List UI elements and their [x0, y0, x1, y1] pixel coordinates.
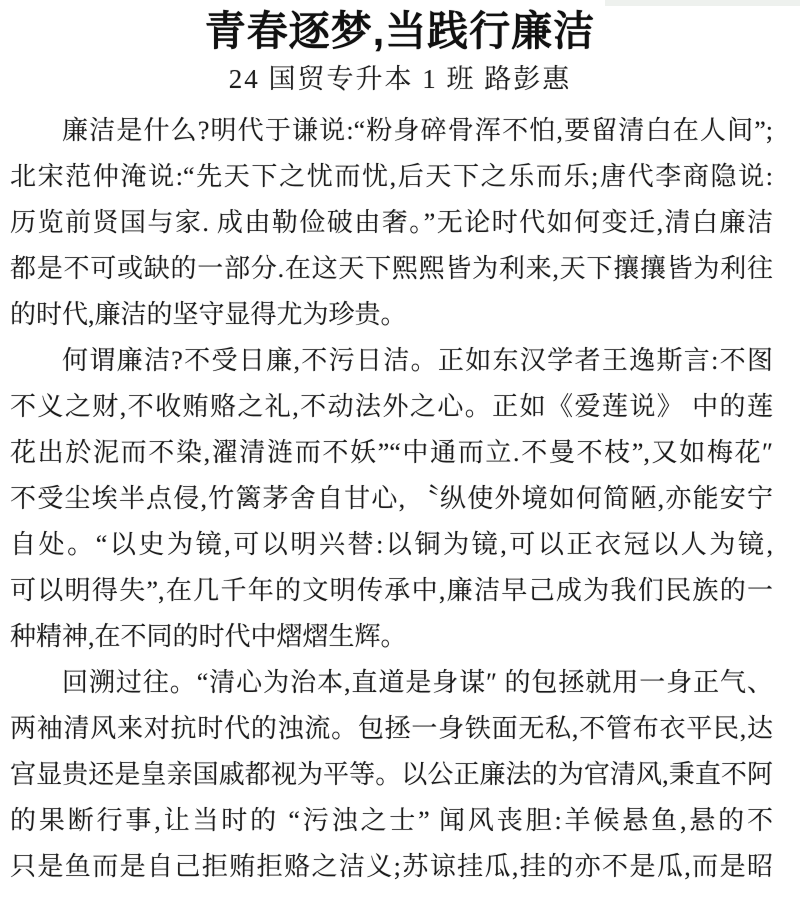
- text-line: 宫显贵还是皇亲国戚都视为平等。以公正廉法的为官清风,秉直不阿: [10, 760, 773, 789]
- essay-body: [10, 108, 773, 890]
- text-line: 的果断行事,让当时的 “污浊之士” 闻风丧胆:羊候悬鱼,悬的不: [10, 806, 773, 835]
- text-line: 只是鱼而是自己拒贿拒赂之洁义;苏谅挂瓜,挂的亦不是瓜,而是昭: [10, 852, 773, 881]
- text-line: 不受尘埃半点侵,竹篱茅舍自甘心, 〝纵使外境如何简陋,亦能安宁: [10, 484, 773, 513]
- text-line: 不义之财,不收贿赂之礼,不动法外之心。正如《爱莲说》 中的莲: [10, 392, 773, 421]
- text-line: 北宋范仲淹说:“先天下之忧而忧,后天下之乐而乐;唐代李商隐说:: [10, 162, 773, 191]
- text-line: 种精神,在不同的时代中熠熠生辉。: [10, 622, 407, 651]
- text-line: 花出於泥而不染,濯清涟而不妖”“中通而立.不曼不枝”,又如梅花″: [10, 438, 773, 467]
- text-line: 自处。“以史为镜,可以明兴替:以铜为镜,可以正衣冠以人为镜,: [10, 530, 773, 559]
- paragraph: [10, 338, 773, 660]
- text-line: 可以明得失”,在几千年的文明传承中,廉洁早己成为我们民族的一: [10, 576, 773, 605]
- page-title: 青春逐梦,当践行廉洁: [204, 8, 596, 54]
- text-line: 两袖清风来对抗时代的浊流。包拯一身铁面无私,不管布衣平民,达: [10, 714, 773, 743]
- text-line: 何谓廉洁?不受日廉,不污日洁。正如东汉学者王逸斯言:不图: [62, 346, 773, 375]
- text-line: 的时代,廉洁的坚守显得尤为珍贵。: [10, 300, 407, 329]
- text-line: 回溯过往。“清心为治本,直道是身谋″ 的包拯就用一身正气、: [62, 668, 773, 697]
- text-line: 都是不可或缺的一部分.在这天下熙熙皆为利来,天下攘攘皆为利往: [10, 254, 773, 283]
- text-line: 历览前贤国与家. 成由勒俭破由奢。”无论时代如何变迁,清白廉洁: [10, 208, 773, 237]
- paragraph: [10, 660, 773, 890]
- byline: 24 国贸专升本 1 班 路彭惠: [228, 64, 572, 94]
- paragraph: [10, 108, 773, 338]
- text-line: 廉洁是什么?明代于谦说:“粉身碎骨浑不怕,要留清白在人间”;: [62, 116, 773, 145]
- scan-artifact: [605, 0, 800, 6]
